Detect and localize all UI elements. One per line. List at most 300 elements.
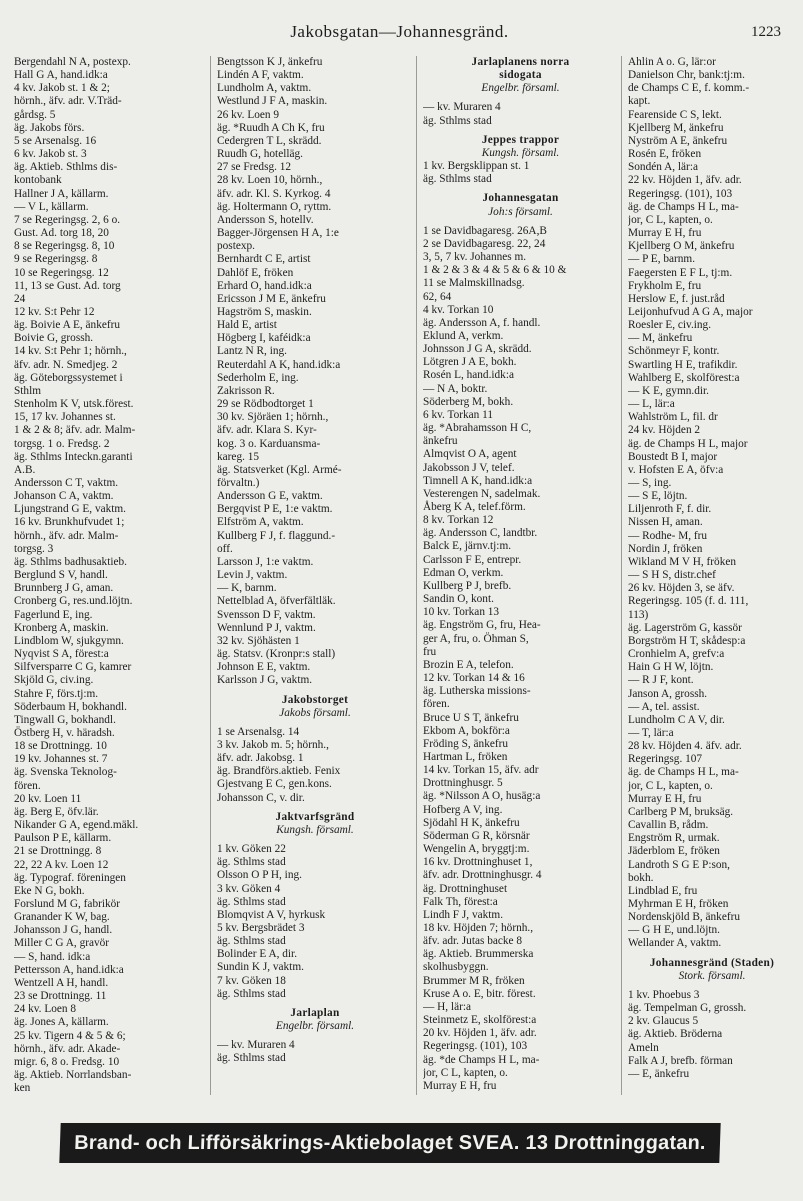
directory-entry: Lindén A F, vaktm. bbox=[217, 69, 304, 82]
directory-entry: äg. Boivie A E, änkefru bbox=[14, 319, 121, 332]
street-heading: Johannesgatan bbox=[482, 192, 559, 205]
directory-entry: 1 kv. Phoebus 3 bbox=[628, 988, 700, 1001]
directory-entry: Murray E H, fru bbox=[423, 1079, 497, 1092]
directory-entry: 1 se Davidbagaresg. 26A,B bbox=[423, 224, 547, 237]
directory-entry: äg. Svenska Teknolog- bbox=[14, 766, 117, 779]
directory-entry: 25 kv. Tigern 4 & 5 & 6; bbox=[14, 1029, 126, 1042]
directory-entry: v. Hofsten E A, öfv:a bbox=[628, 463, 724, 476]
directory-entry: postexp. bbox=[217, 240, 255, 253]
directory-entry: Edman O, verkm. bbox=[423, 566, 504, 579]
directory-entry: äg. Drottninghuset bbox=[423, 882, 508, 895]
directory-entry: Zakrisson R. bbox=[217, 384, 275, 397]
directory-entry: 5 kv. Bergsbrädet 3 bbox=[217, 922, 305, 934]
directory-entry: Boustedt B I, major bbox=[628, 450, 718, 463]
directory-entry: Fröding S, änkefru bbox=[423, 737, 509, 750]
directory-entry: äg. Aktieb. Norrlandsban- bbox=[14, 1069, 132, 1082]
directory-entry: Cedergren T L, skrädd. bbox=[217, 134, 322, 147]
directory-entry: Silfversparre C G, kamrer bbox=[14, 661, 132, 674]
directory-entry: Lindh F J, vaktm. bbox=[423, 908, 504, 921]
directory-entry: Sederholm E, ing. bbox=[217, 371, 299, 384]
directory-entry: Cronhielm A, grefv:a bbox=[628, 648, 725, 661]
directory-entry: Rosén E, fröken bbox=[628, 148, 702, 161]
directory-entry: 24 bbox=[14, 292, 26, 305]
directory-entry: 22, 22 A kv. Loen 12 bbox=[14, 858, 109, 871]
directory-entry: 32 kv. Sjöhästen 1 bbox=[217, 634, 300, 647]
directory-entry: Cronberg G, res.und.löjtn. bbox=[14, 595, 133, 608]
directory-entry: kareg. 15 bbox=[217, 450, 260, 463]
directory-entry: äg. Sthlms stad bbox=[217, 1052, 286, 1065]
directory-entry: Andersson G E, vaktm. bbox=[217, 490, 323, 503]
directory-entry: Paulson P E, källarm. bbox=[14, 832, 112, 845]
directory-entry: Sthlm bbox=[14, 384, 41, 397]
directory-entry: 1 & 2 & 3 & 4 & 5 & 6 & 10 & bbox=[423, 264, 567, 277]
directory-entry: 6 kv. Torkan 11 bbox=[423, 408, 494, 421]
directory-entry: äg. Sthlms stad bbox=[217, 856, 286, 869]
directory-entry: Blomqvist A V, hyrkusk bbox=[217, 908, 326, 921]
directory-entry: Hartman L, fröken bbox=[423, 750, 508, 763]
directory-entry: 10 se Regeringsg. 12 bbox=[14, 266, 109, 279]
directory-entry: 3 kv. Göken 4 bbox=[217, 882, 281, 895]
directory-entry: 14 kv. Torkan 15, äfv. adr bbox=[423, 764, 539, 777]
directory-entry: Jakobsson J V, telef. bbox=[423, 461, 515, 474]
directory-entry: de Champs C E, f. komm.- bbox=[628, 82, 750, 95]
directory-entry: äg. Andersson C, landtbr. bbox=[423, 527, 538, 540]
directory-entry: Herslow E, f. just.råd bbox=[628, 292, 725, 305]
directory-entry: Nyqvist S A, förest:a bbox=[14, 648, 109, 661]
directory-entry: Söderbaum H, bokhandl. bbox=[14, 700, 127, 713]
directory-entry: 20 kv. Loen 11 bbox=[14, 792, 82, 805]
directory-entry: Andersson S, hotellv. bbox=[217, 213, 314, 226]
directory-entry: — N A, boktr. bbox=[423, 382, 488, 395]
directory-entry: Erhard O, hand.idk:a bbox=[217, 279, 312, 292]
directory-entry: Engström R, urmak. bbox=[628, 832, 720, 845]
directory-entry: hörnh., äfv. adr. Malm- bbox=[14, 529, 119, 542]
directory-entry: Andersson C T, vaktm. bbox=[14, 477, 119, 489]
directory-entry: Faegersten E F L, tj:m. bbox=[628, 266, 733, 279]
directory-entry: 5 se Arsenalsg. 16 bbox=[14, 134, 97, 147]
street-heading: sidogata bbox=[499, 69, 542, 82]
directory-entry: Danielson Chr, bank:tj:m. bbox=[628, 69, 745, 82]
directory-entry: Wahlström L, fil. dr bbox=[628, 411, 718, 424]
directory-entry: 14 kv. S:t Pehr 1; hörnh., bbox=[14, 345, 127, 358]
directory-entry: Regeringsg. 105 (f. d. 111, bbox=[628, 595, 749, 608]
directory-entry: äg. Tempelman G, grossh. bbox=[628, 1002, 747, 1015]
directory-entry: Dahlöf E, fröken bbox=[217, 266, 294, 279]
directory-entry: äfv. adr. Jakobsg. 1 bbox=[217, 752, 304, 765]
directory-entry: Svensson D F, vaktm. bbox=[217, 608, 316, 621]
directory-entry: Johanson C A, vaktm. bbox=[14, 490, 114, 503]
directory-entry: — E, änkefru bbox=[628, 1067, 690, 1080]
directory-entry: Wennlund P J, vaktm. bbox=[217, 621, 316, 634]
directory-entry: torgsg. 3 bbox=[14, 542, 54, 555]
directory-entry: Nissen H, aman. bbox=[628, 516, 703, 529]
directory-entry: 29 se Rödbodtorget 1 bbox=[217, 398, 314, 411]
directory-entry: 16 kv. Brunkhufvudet 1; bbox=[14, 516, 125, 529]
directory-entry: hörnh., äfv. adr. V.Träd- bbox=[14, 95, 122, 108]
directory-entry: Cavallin B, rådm. bbox=[628, 819, 709, 832]
directory-entry: jor, C L, kapten, o. bbox=[423, 1066, 508, 1079]
directory-entry: — kv. Muraren 4 bbox=[423, 101, 501, 114]
directory-entry: Murray E H, fru bbox=[628, 227, 702, 240]
directory-entry: Wahlberg E, skolförest:a bbox=[628, 371, 740, 384]
directory-entry: Reuterdahl A K, hand.idk:a bbox=[217, 358, 341, 371]
directory-entry: Åberg K A, telef.förm. bbox=[423, 501, 526, 513]
directory-entry: Wikland M V H, fröken bbox=[628, 555, 737, 568]
parish-label: Joh:s församl. bbox=[488, 205, 553, 218]
directory-entry: Carlberg P M, bruksäg. bbox=[628, 805, 734, 818]
directory-entry: Wellander A, vaktm. bbox=[628, 937, 722, 950]
directory-entry: 21 se Drottningg. 8 bbox=[14, 845, 102, 858]
directory-entry: Lantz N R, ing. bbox=[217, 345, 287, 358]
directory-entry: 3, 5, 7 kv. Johannes m. bbox=[423, 251, 527, 264]
directory-entry: Sundin K J, vaktm. bbox=[217, 961, 304, 974]
directory-entry: äg. *Ruudh A Ch K, fru bbox=[217, 121, 325, 134]
directory-entry: 30 kv. Sjöräen 1; hörnh., bbox=[217, 411, 329, 424]
parish-label: Engelbr. församl. bbox=[481, 82, 560, 95]
directory-entry: — kv. Muraren 4 bbox=[217, 1039, 295, 1052]
directory-entry: Ahlin A o. G, lär:or bbox=[628, 56, 716, 68]
directory-entry: — R J F, kont. bbox=[628, 674, 694, 687]
directory-entry: 3 kv. Jakob m. 5; hörnh., bbox=[217, 738, 329, 751]
parish-label: Stork. församl. bbox=[678, 969, 746, 982]
directory-entry: kontobank bbox=[14, 174, 62, 187]
directory-entry: Kronberg A, maskin. bbox=[14, 621, 109, 634]
directory-entry: Regeringsg. (101), 103 bbox=[628, 187, 733, 200]
directory-entry: Gjestvang E C, gen.kons. bbox=[217, 778, 332, 791]
directory-entry: Boivie G, grossh. bbox=[14, 332, 94, 345]
directory-entry: äg. *de Champs H L, ma- bbox=[423, 1053, 540, 1066]
directory-entry: Brunnberg J G, aman. bbox=[14, 582, 114, 595]
directory-entry: Kruse A o. E, bitr. förest. bbox=[423, 987, 536, 1000]
directory-entry: 8 se Regeringsg. 8, 10 bbox=[14, 240, 115, 253]
directory-entry: 27 se Fredsg. 12 bbox=[217, 161, 292, 174]
directory-entry: bokh. bbox=[628, 871, 654, 884]
parish-label: Kungsh. församl. bbox=[276, 823, 354, 836]
directory-entry: äg. Statsverket (Kgl. Armé- bbox=[217, 463, 342, 476]
directory-entry: — K E, gymn.dir. bbox=[628, 384, 709, 397]
directory-entry: 24 kv. Höjden 2 bbox=[628, 424, 701, 437]
directory-entry: Ruudh G, hotelläg. bbox=[217, 148, 303, 161]
directory-entry: Brozin E A, telefon. bbox=[423, 658, 514, 671]
directory-entry: 62, 64 bbox=[423, 290, 452, 303]
directory-entry: Söderman G R, körsnär bbox=[423, 829, 530, 842]
directory-entry: Murray E H, fru bbox=[628, 792, 702, 805]
directory-entry: 2 se Davidbagaresg. 22, 24 bbox=[423, 237, 546, 250]
directory-entry: 12 kv. S:t Pehr 12 bbox=[14, 305, 95, 318]
directory-entry: Steinmetz E, skolförest:a bbox=[423, 1014, 537, 1027]
directory-entry: Johansson J G, handl. bbox=[14, 924, 113, 937]
directory-entry: Elfström A, vaktm. bbox=[217, 516, 304, 529]
directory-entry: äg. Lutherska missions- bbox=[423, 685, 531, 698]
directory-entry: 19 kv. Johannes st. 7 bbox=[14, 753, 108, 766]
directory-entry: — G H E, und.löjtn. bbox=[628, 924, 720, 937]
directory-entry: — S, hand. idk:a bbox=[14, 950, 91, 963]
directory-entry: äfv. adr. Drottninghusgr. 4 bbox=[423, 869, 542, 882]
directory-entry: äg. Jones A, källarm. bbox=[14, 1016, 109, 1029]
directory-entry: — S, ing. bbox=[628, 477, 672, 489]
directory-entry: äg. Sthlms stad bbox=[423, 114, 492, 127]
directory-entry: äfv. adr. Jutas backe 8 bbox=[423, 935, 523, 948]
column-4 bbox=[628, 56, 799, 1095]
directory-entry: Larsson J, 1:e vaktm. bbox=[217, 555, 314, 568]
directory-entry: Rosén L, hand.idk:a bbox=[423, 369, 514, 382]
street-heading: Jakobstorget bbox=[281, 693, 349, 706]
directory-entry: 1 kv. Göken 22 bbox=[217, 843, 286, 856]
directory-entry: Bergendahl N A, postexp. bbox=[14, 56, 131, 68]
directory-entry: 7 kv. Göken 18 bbox=[217, 974, 286, 987]
directory-entry: Forslund M G, fabrikör bbox=[14, 898, 121, 910]
directory-entry: 8 kv. Torkan 12 bbox=[423, 514, 494, 527]
directory-entry: Gust. Ad. torg 18, 20 bbox=[14, 227, 109, 240]
directory-entry: Wentzell A H, handl. bbox=[14, 976, 109, 989]
directory-entry: 11, 13 se Gust. Ad. torg bbox=[14, 279, 121, 292]
directory-entry: Kullberg F J, f. flaggund.- bbox=[217, 529, 336, 542]
directory-entry: äg. Sthlms stad bbox=[217, 987, 286, 1000]
directory-entry: 28 kv. Loen 10, hörnh., bbox=[217, 174, 323, 187]
directory-entry: — Rodhe- M, fru bbox=[628, 529, 708, 542]
directory-entry: äg. Sthlms stad bbox=[423, 173, 492, 186]
directory-entry: — V L, källarm. bbox=[14, 200, 89, 213]
parish-label: Kungsh. församl. bbox=[481, 146, 560, 159]
directory-entry: Nikander G A, egend.mäkl. bbox=[14, 819, 139, 832]
directory-entry: äg. Sthlms stad bbox=[217, 935, 286, 948]
directory-entry: Johnsson J G A, skrädd. bbox=[423, 343, 532, 356]
directory-entry: äfv. adr. Klara S. Kyr- bbox=[217, 424, 317, 437]
column-2 bbox=[217, 56, 417, 1095]
directory-entry: änkefru bbox=[423, 435, 458, 448]
directory-entry: 1 kv. Bergsklippan st. 1 bbox=[423, 160, 530, 173]
directory-entry: Swartling H E, trafikdir. bbox=[628, 358, 738, 371]
directory-entry: äg. *Abrahamsson H C, bbox=[423, 422, 532, 435]
directory-entry: 22 kv. Höjden 1, äfv. adr. bbox=[628, 174, 742, 187]
directory-entry: 11 se Malmskillnadsg. bbox=[423, 277, 525, 290]
directory-entry: Bagger-Jörgensen H A, 1:e bbox=[217, 227, 339, 240]
directory-entry: Högberg I, kaféidk:a bbox=[217, 332, 311, 345]
directory-entry: A.B. bbox=[14, 463, 36, 476]
directory-entry: 2 kv. Glaucus 5 bbox=[628, 1015, 699, 1028]
street-heading: Jarlaplanens norra bbox=[471, 56, 570, 68]
directory-entry: 7 se Regeringsg. 2, 6 o. bbox=[14, 213, 121, 226]
directory-entry: — L, lär:a bbox=[628, 398, 675, 411]
street-heading: Jeppes trappor bbox=[481, 133, 560, 146]
directory-entry: Hall G A, hand.idk:a bbox=[14, 69, 108, 82]
directory-entry: Bergqvist P E, 1:e vaktm. bbox=[217, 503, 333, 516]
directory-entry: Ameln bbox=[628, 1041, 659, 1054]
directory-entry: Regeringsg. 107 bbox=[628, 753, 703, 766]
directory-entry: Almqvist O A, agent bbox=[423, 448, 517, 461]
street-heading: Jaktvarfsgränd bbox=[275, 810, 355, 823]
parish-label: Engelbr. församl. bbox=[275, 1020, 355, 1033]
directory-entry: — H, lär:a bbox=[423, 1000, 471, 1013]
directory-entry: Regeringsg. (101), 103 bbox=[423, 1040, 528, 1053]
directory-entry: jor, C L, kapten, o. bbox=[628, 213, 713, 226]
directory-entry: äg. de Champs H L, ma- bbox=[628, 766, 739, 779]
directory-entry: Granander K W, bag. bbox=[14, 911, 110, 924]
directory-entry: 18 kv. Höjden 7; hörnh., bbox=[423, 922, 534, 934]
directory-entry: Miller C G A, gravör bbox=[14, 937, 110, 950]
directory-entry: 26 kv. Höjden 3, se äfv. bbox=[628, 582, 735, 595]
directory-entry: Nettelblad A, öfverfältläk. bbox=[217, 595, 336, 608]
directory-entry: förvaltn.) bbox=[217, 477, 260, 489]
column-1 bbox=[14, 56, 211, 1095]
directory-entry: Hain G H W, löjtn. bbox=[628, 661, 714, 674]
directory-entry: Landroth S G E P:son, bbox=[628, 858, 730, 871]
directory-entry: Bengtsson K J, änkefru bbox=[217, 56, 323, 68]
directory-entry: Hofberg A V, ing. bbox=[423, 803, 503, 816]
directory-entry: Nordin J, fröken bbox=[628, 542, 703, 555]
directory-entry: äfv. adr. N. Smedjeg. 2 bbox=[14, 358, 118, 371]
directory-entry: 28 kv. Höjden 4. äfv. adr. bbox=[628, 740, 742, 753]
directory-entry: — A, tel. assist. bbox=[628, 700, 700, 713]
directory-entry: — K, barnm. bbox=[217, 582, 277, 595]
directory-entry: kapt. bbox=[628, 95, 651, 108]
directory-entry: Drottninghusgr. 5 bbox=[423, 777, 503, 790]
directory-entry: Söderberg M, bokh. bbox=[423, 395, 514, 408]
directory-entry: Olsson O P H, ing. bbox=[217, 869, 302, 882]
directory-entry: Pettersson A, hand.idk:a bbox=[14, 963, 124, 976]
directory-entry: äg. de Champs H L, ma- bbox=[628, 200, 739, 213]
directory-entry: äfv. adr. Kl. S. Kyrkog. 4 bbox=[217, 187, 331, 200]
directory-entry: Bolinder E A, dir. bbox=[217, 948, 298, 961]
directory-entry: Brummer M R, fröken bbox=[423, 974, 525, 987]
street-heading: Johannesgränd (Staden) bbox=[649, 956, 775, 969]
directory-entry: ken bbox=[14, 1082, 31, 1095]
directory-entry: äg. Sthlms Inteckn.garanti bbox=[14, 450, 133, 463]
directory-entry: Lötgren J A E, bokh. bbox=[423, 356, 517, 369]
directory-entry: Ekbom A, bokför:a bbox=[423, 724, 510, 737]
directory-entry: äg. Sthlms stad bbox=[217, 895, 286, 908]
directory-entry: — T, lär:a bbox=[628, 726, 674, 739]
directory-entry: Nyström A E, änkefru bbox=[628, 134, 728, 147]
directory-entry: Carlsson F E, entrepr. bbox=[423, 553, 522, 566]
directory-entry: Bruce U S T, änkefru bbox=[423, 711, 519, 724]
directory-entry: gårdsg. 5 bbox=[14, 108, 56, 121]
directory-entry: Östberg H, v. häradsh. bbox=[14, 726, 115, 739]
directory-entry: torgsg. 1 o. Fredsg. 2 bbox=[14, 437, 110, 450]
directory-entry: äg. Engström G, fru, Hea- bbox=[423, 619, 541, 632]
directory-columns bbox=[14, 56, 785, 1095]
directory-entry: Falk A J, brefb. förman bbox=[628, 1054, 733, 1067]
running-title: Jakobsgatan—Johannesgränd. bbox=[290, 22, 509, 41]
directory-entry: Sandin O, kont. bbox=[423, 593, 494, 606]
directory-entry: 15, 17 kv. Johannes st. bbox=[14, 411, 116, 424]
directory-entry: Lundholm C A V, dir. bbox=[628, 713, 725, 726]
column-3 bbox=[423, 56, 622, 1095]
directory-entry: Fearenside C S, lekt. bbox=[628, 108, 722, 121]
directory-entry: jor, C L, kapten, o. bbox=[628, 779, 713, 792]
directory-entry: Karlsson J G, vaktm. bbox=[217, 674, 313, 687]
directory-entry: Jäderblom E, fröken bbox=[628, 845, 720, 858]
directory-entry: Johansson C, v. dir. bbox=[217, 791, 305, 804]
directory-entry: Eklund A, verkm. bbox=[423, 329, 504, 342]
directory-entry: migr. 6, 8 o. Fredsg. 10 bbox=[14, 1055, 120, 1068]
directory-entry: Borgström H T, skådesp:a bbox=[628, 634, 746, 647]
directory-entry: äg. Aktieb. Sthlms dis- bbox=[14, 161, 118, 174]
directory-entry: 4 kv. Torkan 10 bbox=[423, 303, 494, 316]
directory-entry: Kullberg P J, brefb. bbox=[423, 579, 512, 592]
directory-entry: Falk Th, förest:a bbox=[423, 895, 498, 908]
directory-entry: Johnson E E, vaktm. bbox=[217, 661, 311, 674]
directory-entry: äg. *Nilsson A O, husäg:a bbox=[423, 790, 541, 803]
directory-entry: 1 & 2 & 8; äfv. adr. Malm- bbox=[14, 424, 136, 437]
advertisement-banner: Brand- och Lifförsäkrings-Aktiebolaget SVEA. 13 Drottninggatan. bbox=[59, 1123, 720, 1163]
directory-entry: Eke N G, bokh. bbox=[14, 884, 85, 897]
directory-entry: Frykholm E, fru bbox=[628, 279, 702, 292]
directory-entry: Nordenskjöld B, änkefru bbox=[628, 911, 741, 924]
directory-entry: äg. Andersson A, f. handl. bbox=[423, 316, 541, 329]
directory-entry: Westlund J F A, maskin. bbox=[217, 95, 328, 108]
directory-entry: 23 se Drottningg. 11 bbox=[14, 990, 107, 1003]
directory-entry: Lindblad E, fru bbox=[628, 884, 698, 897]
directory-entry: off. bbox=[217, 542, 233, 555]
directory-entry: Schönmeyr F, kontr. bbox=[628, 345, 720, 358]
directory-entry: äg. Sthlms badhusaktieb. bbox=[14, 555, 127, 568]
directory-entry: Sjödahl H K, änkefru bbox=[423, 816, 520, 829]
directory-entry: kog. 3 o. Karduansma- bbox=[217, 437, 321, 450]
directory-entry: äg. Brandförs.aktieb. Fenix bbox=[217, 765, 341, 778]
directory-entry: äg. Göteborgssystemet i bbox=[14, 371, 123, 384]
directory-entry: äg. Holtermann O, ryttm. bbox=[217, 200, 332, 213]
page-header bbox=[14, 22, 785, 50]
directory-entry: Ericsson J M E, änkefru bbox=[217, 292, 326, 305]
directory-entry: Skjöld G, civ.ing. bbox=[14, 674, 94, 687]
directory-entry: 24 kv. Loen 8 bbox=[14, 1003, 77, 1016]
directory-entry: Vesterengen N, sadelmak. bbox=[423, 487, 541, 500]
directory-entry: Fagerlund E, ing. bbox=[14, 608, 93, 621]
directory-entry: 1 se Arsenalsg. 14 bbox=[217, 725, 300, 738]
directory-entry: Timnell A K, hand.idk:a bbox=[423, 474, 533, 487]
directory-entry: Kjellberg O M, änkefru bbox=[628, 240, 735, 253]
directory-entry: fören. bbox=[14, 779, 41, 792]
directory-entry: Lindblom W, sjukgymn. bbox=[14, 634, 124, 647]
directory-entry: 10 kv. Torkan 13 bbox=[423, 606, 500, 619]
directory-entry: Hallner J A, källarm. bbox=[14, 187, 109, 200]
directory-entry: 16 kv. Drottninghuset 1, bbox=[423, 856, 533, 869]
directory-entry: 6 kv. Jakob st. 3 bbox=[14, 148, 87, 161]
directory-entry: fru bbox=[423, 645, 437, 658]
directory-entry: äg. Aktieb. Brummerska bbox=[423, 948, 534, 961]
directory-entry: Roesler E, civ.ing. bbox=[628, 319, 712, 332]
directory-entry: Wengelin A, bryggtj:m. bbox=[423, 843, 530, 856]
directory-entry: äg. Aktieb. Bröderna bbox=[628, 1028, 723, 1041]
directory-entry: Ljungstrand G E, vaktm. bbox=[14, 503, 127, 516]
directory-entry: äg. Jakobs förs. bbox=[14, 121, 85, 134]
directory-entry: äg. Statsv. (Kronpr:s stall) bbox=[217, 648, 336, 661]
directory-entry: 20 kv. Höjden 1, äfv. adr. bbox=[423, 1027, 537, 1040]
directory-entry: — S H S, distr.chef bbox=[628, 569, 716, 582]
directory-entry: äg. de Champs H L, major bbox=[628, 437, 748, 450]
directory-entry: Leijonhufvud A G A, major bbox=[628, 305, 753, 318]
directory-entry: Balck E, järnv.tj:m. bbox=[423, 540, 512, 553]
directory-entry: hörnh., äfv. adr. Akade- bbox=[14, 1042, 121, 1055]
directory-entry: ger A, fru, o. Öhman S, bbox=[423, 632, 529, 645]
directory-entry: 9 se Regeringsg. 8 bbox=[14, 253, 98, 266]
directory-entry: äg. Lagerström G, kassör bbox=[628, 621, 742, 634]
directory-entry: Hagström S, maskin. bbox=[217, 305, 312, 318]
directory-entry: Hald E, artist bbox=[217, 319, 277, 332]
directory-entry: 18 se Drottningg. 10 bbox=[14, 740, 107, 753]
parish-label: Jakobs församl. bbox=[279, 706, 351, 719]
directory-entry: — P E, barnm. bbox=[628, 253, 696, 266]
directory-entry: — M, änkefru bbox=[628, 332, 693, 345]
directory-entry: 113) bbox=[628, 608, 649, 621]
directory-entry: — S E, löjtn. bbox=[628, 490, 688, 503]
directory-entry: Tingwall G, bokhandl. bbox=[14, 713, 116, 726]
directory-entry: Janson A, grossh. bbox=[628, 687, 708, 700]
directory-entry: skolhusbyggn. bbox=[423, 961, 489, 974]
directory-entry: Stenholm K V, utsk.förest. bbox=[14, 398, 134, 411]
page-number: 1223 bbox=[751, 24, 781, 40]
